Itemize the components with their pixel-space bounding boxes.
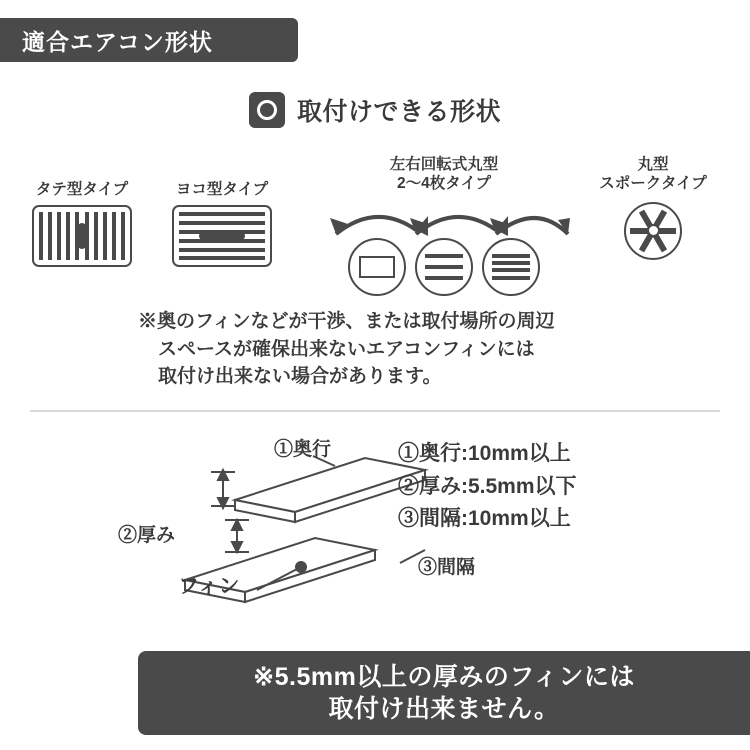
label-depth: ①奥行 [274, 439, 332, 460]
rotary-grill-2-icon [415, 238, 473, 296]
note-block [138, 308, 658, 391]
label-thickness: ②厚み [118, 525, 176, 546]
shape-type-horizontal [162, 180, 282, 267]
warning-band [138, 651, 750, 735]
warning-line-2: 取付け出来ません。 [328, 695, 560, 723]
spec-list [398, 438, 577, 536]
rotary-grill-3-icon [482, 238, 540, 296]
shape-type-rotary-round [318, 155, 570, 294]
spoke-wheel-icon [624, 202, 682, 260]
warning-line-1: ※5.5mm以上の厚みのフィンには [253, 663, 635, 691]
circle-outline-shape [257, 100, 277, 120]
spoke-hub [647, 224, 660, 237]
page-title: 適合エアコン形状 [22, 28, 213, 55]
rotary-grill-1-icon [348, 238, 406, 296]
shape-type-vertical [22, 180, 142, 267]
rotary-blades-four [492, 254, 530, 280]
shape-type-label-2: 2～4枚タイプ [397, 175, 491, 193]
rotary-grill-group [318, 238, 570, 296]
subtitle-row [0, 92, 750, 128]
rotary-blade-single [359, 256, 395, 278]
shape-type-label-2: スポークタイプ [599, 175, 707, 193]
shape-type-round-spoke [578, 155, 728, 260]
note-line-3: 取付け出来ない場合があります。 [158, 366, 442, 388]
shape-type-label: タテ型タイプ [35, 181, 129, 198]
note-line-2: スペースが確保出来ないエアコンフィンには [158, 338, 535, 360]
shape-type-label: 左右回転式丸型 [389, 156, 499, 173]
rotation-arrows-icon [318, 194, 570, 240]
subtitle-text: 取付けできる形状 [296, 98, 501, 126]
rounded-square-circle-icon [249, 92, 285, 128]
section-divider [30, 410, 720, 412]
label-gap: ③間隔 [418, 557, 476, 578]
spec-item-gap: ③間隔:10mm以上 [398, 507, 571, 531]
horizontal-grill-icon [172, 205, 272, 267]
vertical-knob [78, 223, 87, 249]
horizontal-knob [199, 232, 245, 241]
note-line-1: ※奥のフィンなどが干渉、または取付場所の周辺 [138, 311, 555, 332]
shape-type-label: ヨコ型タイプ [175, 181, 269, 198]
rotary-blades-three [425, 254, 463, 280]
spec-item-thickness: ②厚み:5.5mm以下 [398, 474, 577, 498]
spec-item-depth: ①奥行:10mm以上 [398, 442, 571, 465]
fin-diagram [0, 420, 750, 640]
shape-type-label: 丸型 [637, 156, 669, 173]
header-band [0, 18, 298, 62]
shape-type-row [0, 155, 750, 295]
label-fin: フィン [178, 575, 240, 598]
vertical-grill-icon [32, 205, 132, 267]
